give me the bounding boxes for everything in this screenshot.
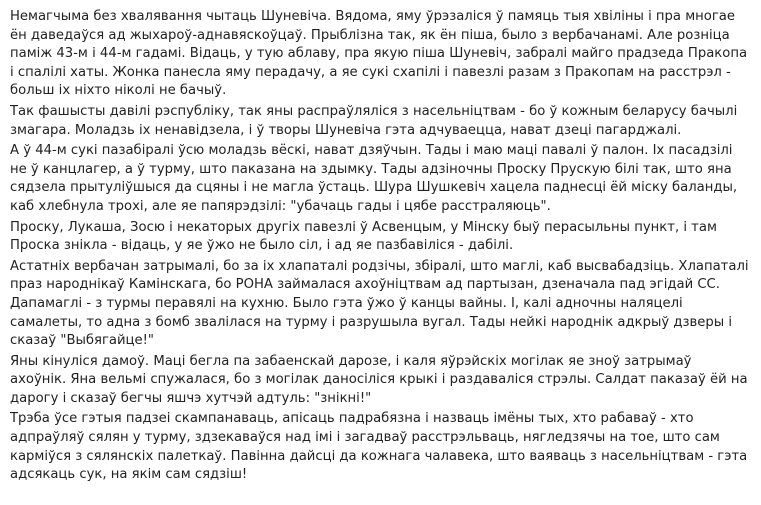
paragraph: Так фашысты давілі рэспубліку, так яны распраўляліся з насельніцтвам - бо ў кожным беларусу бачылі змагара. Моладзь іх ненавідзела, і ў творы Шуневіча гэта адчуваецца, нават дзеці пагарджалі. bbox=[10, 103, 742, 138]
paragraph: А ў 44-м сукі пазабіралі ўсю моладзь вёскі, нават дзяўчын. Тады і маю маці павалі ў палон. Іх пасадзілі не ў канцлагер, а ў турму, што паказана на здымку. Тады адзіночны Проску Прускую білі так, што яна сядзела прытуліўшыся да сцяны і не магла ўстаць. Шура Шушкевіч хацела паднесці ёй міску баланды, каб хлебнула трохі, але яе папярэдзілі: "убачаць гады і цябе расстраляюць". bbox=[10, 143, 742, 214]
paragraph: Проску, Лукаша, Зосю і некаторых другіх павезлі ў Асвенцым, у Мінску быў перасыльны пункт, і там Проска знікла - відаць, у яе ўжо не было сіл, і ад яе пазбавіліся - дабілі. bbox=[10, 219, 722, 254]
paragraph: Трэба ўсе гэтыя падзеі скампанаваць, апісаць падрабязна і назваць імёны тых, хто рабаваў - хто адпраўляў сялян у турму, здзекаваўся над імі і загадваў расстрэльваць, нягледзячы на тое, што сам карміўся з сялянскіх палеткаў. Павінна дайсці да кожнага чалавека, што ваяваць з насельніцтвам - гэта адсякаць сук, на якім сам сядзіш! bbox=[10, 411, 752, 483]
paragraph: Немагчыма без хвалявання чытаць Шуневіча. Вядома, яму ўрэзаліся ў памяць тыя хвіліны і пра многае ён даведаўся ад жыхароў-аднавяскоўцаў. Прыблізна так, як ён піша, было з вербачанамі. Але розніца паміж 43-м і 44-м гадамі. Відаць, у тую аблаву, пра якую піша Шуневіч, забралі майго прадзеда Пракопа і спалілі хаты. Жонка панесла яму перадачу, а яе сукі схапілі і павезлі разам з Пракопам на расстрэл - больш іх ніхто ніколі не бачыў. bbox=[10, 9, 752, 99]
paragraph: Астатніх вербачан затрымалі, бо за іх хлапаталі родзічы, збіралі, што маглі, каб высвабадзіць. Хлапаталі праз народнікаў Камінскага, бо РОНА займалася ахоўніцтвам ад партызан, дзеначала пад эгідай СС. Дапамаглі - з турмы перавялі на кухню. Было гэта ўжо ў канцы вайны. І, калі адночны наляцелі самалеты, то адна з бомб звалілася на турму і разрушыла вугал. Тады нейкі народнік адкрыў дзверы і сказаў "Выбягайце!" bbox=[10, 258, 753, 349]
paragraph: Яны кінуліся дамоў. Маці бегла па забаенскай дарозе, і каля яўрэйскіх могілак яе зноў затрымаў ахоўнік. Яна вельмі спужалася, бо з могілак даносіліся крыкі і раздаваліся стрэлы. Салдат паказаў ёй на дарогу і сказаў бегчы яшчэ хутчэй адтуль: "знікні!" bbox=[10, 353, 752, 406]
